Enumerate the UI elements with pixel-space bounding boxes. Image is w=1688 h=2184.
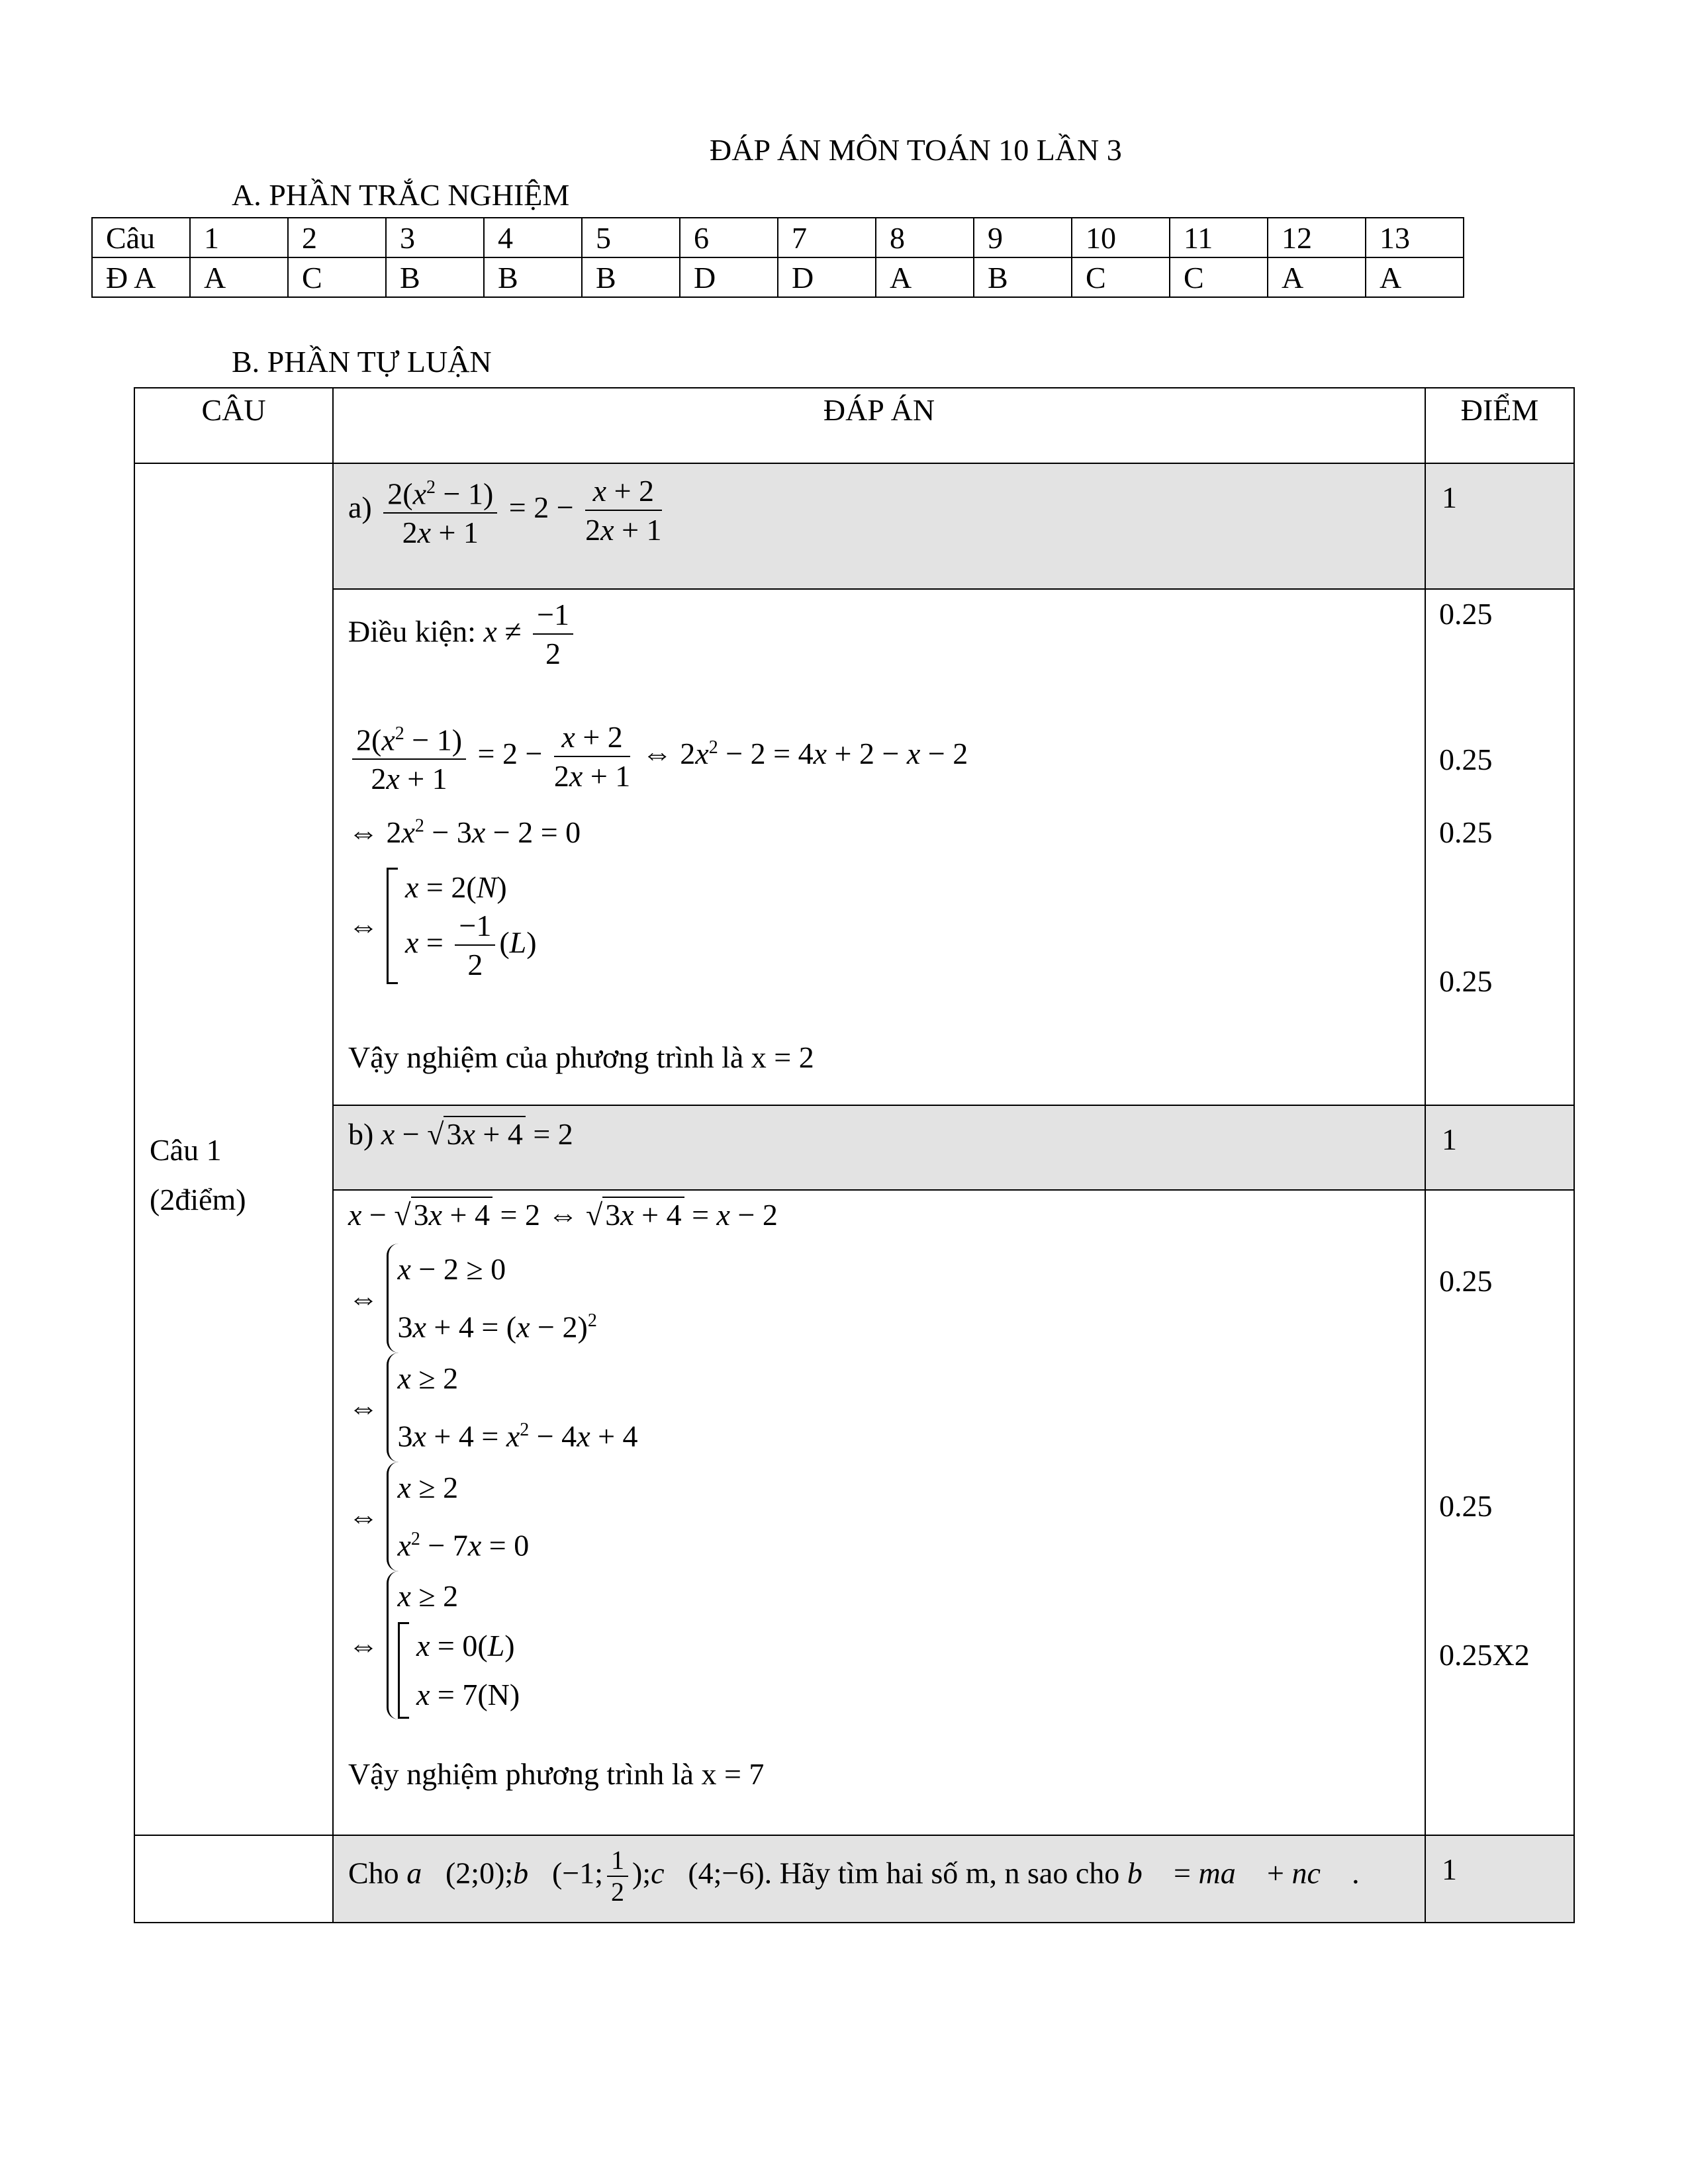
mc-answer: B [386, 257, 484, 297]
q1a-points: 1 [1425, 463, 1574, 589]
score: 0.25 [1439, 597, 1493, 631]
mc-answer: D [778, 257, 876, 297]
mc-number: 1 [190, 218, 288, 257]
score: 0.25 [1439, 1264, 1493, 1298]
q1a-solution: Điều kiện: x ≠ $\frac{-1}{2}$ $\frac{2(x^2 - 1)}{2x + 1}$ = 2 − $\frac{x + 2}{2x + 1}$ ⇔ $2x^2 - 2 = 4x + 2 - x - 2$ ⇔ $2x^2 - 3x - 2 = 0$ ⇔ x = 2(N) x = $\frac{-1}{2}$ (L) Vậy nghiệm của phương trình là x = 2 [333, 589, 1425, 1105]
mc-answer: A [1366, 257, 1464, 297]
header-diem: ĐIỂM [1425, 388, 1574, 463]
q1a-prompt: a) $\frac{2(x^2 - 1)}{2x + 1}$ = 2 − $\frac{x + 2}{2x + 1}$ [333, 463, 1425, 589]
mc-answer: B [582, 257, 680, 297]
score: 0.25 [1439, 743, 1493, 776]
q1b-scores [1425, 1190, 1574, 1835]
mc-answer: A [190, 257, 288, 297]
score: 0.25 [1439, 964, 1493, 998]
mc-number: 13 [1366, 218, 1464, 257]
question-2-cell [134, 1835, 333, 1923]
question-1-cell [134, 463, 333, 1835]
mc-answer-row [92, 257, 1464, 297]
mc-answer: C [1170, 257, 1268, 297]
mc-number: 4 [484, 218, 582, 257]
q2-prompt: Cho a⃗(2;0);b⃗(−1; $\frac{1}{2}$ );c⃗(4;−6). Hãy tìm hai số m, n sao cho b⃗ = ma⃗ + nc⃗ . [333, 1835, 1425, 1923]
q1b-label: b) [348, 1117, 374, 1151]
mc-answer: A [1268, 257, 1366, 297]
q1a-label: a) [348, 490, 372, 525]
mc-answer: C [1072, 257, 1170, 297]
q2-middle: . Hãy tìm hai số m, n sao cho [764, 1856, 1120, 1890]
score: 0.25X2 [1439, 1638, 1530, 1672]
header-dapan: ĐÁP ÁN [333, 388, 1425, 463]
mc-answer: C [288, 257, 386, 297]
mc-row-label: Câu [92, 218, 190, 257]
score: 0.25 [1439, 815, 1493, 849]
section-a-heading: A. PHẦN TRẮC NGHIỆM [232, 178, 570, 212]
mc-number: 10 [1072, 218, 1170, 257]
condition-label: Điều kiện: [348, 614, 476, 649]
header-cau: CÂU [134, 388, 333, 463]
q1b-solution: x − √3x + 4 = 2 ⇔ √3x + 4 = x − 2 ⇔ x − 2 ≥ 0 $3x + 4 = (x - 2)^2$ ⇔ x ≥ 2 $3x + 4 = x^2 - 4x + 4$ ⇔ x ≥ 2 $x^2 - 7x = 0$ ⇔ x ≥ 2 x = 0(L) x = 7(N) Vậy nghiệm phương trình là x = 7 [333, 1190, 1425, 1835]
mc-number: 2 [288, 218, 386, 257]
mc-number: 5 [582, 218, 680, 257]
mc-answer: B [974, 257, 1072, 297]
mc-number: 9 [974, 218, 1072, 257]
q1b-points: 1 [1425, 1105, 1574, 1190]
mc-number-row [92, 218, 1464, 257]
mc-number: 7 [778, 218, 876, 257]
q2-prefix: Cho [348, 1856, 399, 1890]
mc-answer: B [484, 257, 582, 297]
mc-number: 12 [1268, 218, 1366, 257]
question-1-label: Câu 1 [150, 1133, 222, 1167]
mc-number: 6 [680, 218, 778, 257]
mc-number: 8 [876, 218, 974, 257]
question-1-points: (2điểm) [150, 1183, 246, 1216]
mc-number: 11 [1170, 218, 1268, 257]
q1a-scores [1425, 589, 1574, 1105]
essay-table [134, 387, 1575, 1923]
q2-points: 1 [1425, 1835, 1574, 1923]
q1b-prompt: b) x − √3x + 4 = 2 [333, 1105, 1425, 1190]
section-b-heading: B. PHẦN TỰ LUẬN [232, 345, 492, 379]
page-title: ĐÁP ÁN MÔN TOÁN 10 LẦN 3 [710, 133, 1122, 167]
mc-number: 3 [386, 218, 484, 257]
mc-answer: D [680, 257, 778, 297]
score: 0.25 [1439, 1489, 1493, 1523]
q1b-conclusion: Vậy nghiệm phương trình là x = 7 [348, 1757, 765, 1791]
mc-answer: A [876, 257, 974, 297]
mc-row-label: Đ A [92, 257, 190, 297]
q1a-conclusion: Vậy nghiệm của phương trình là x = 2 [348, 1040, 814, 1074]
multiple-choice-table [91, 217, 1464, 298]
